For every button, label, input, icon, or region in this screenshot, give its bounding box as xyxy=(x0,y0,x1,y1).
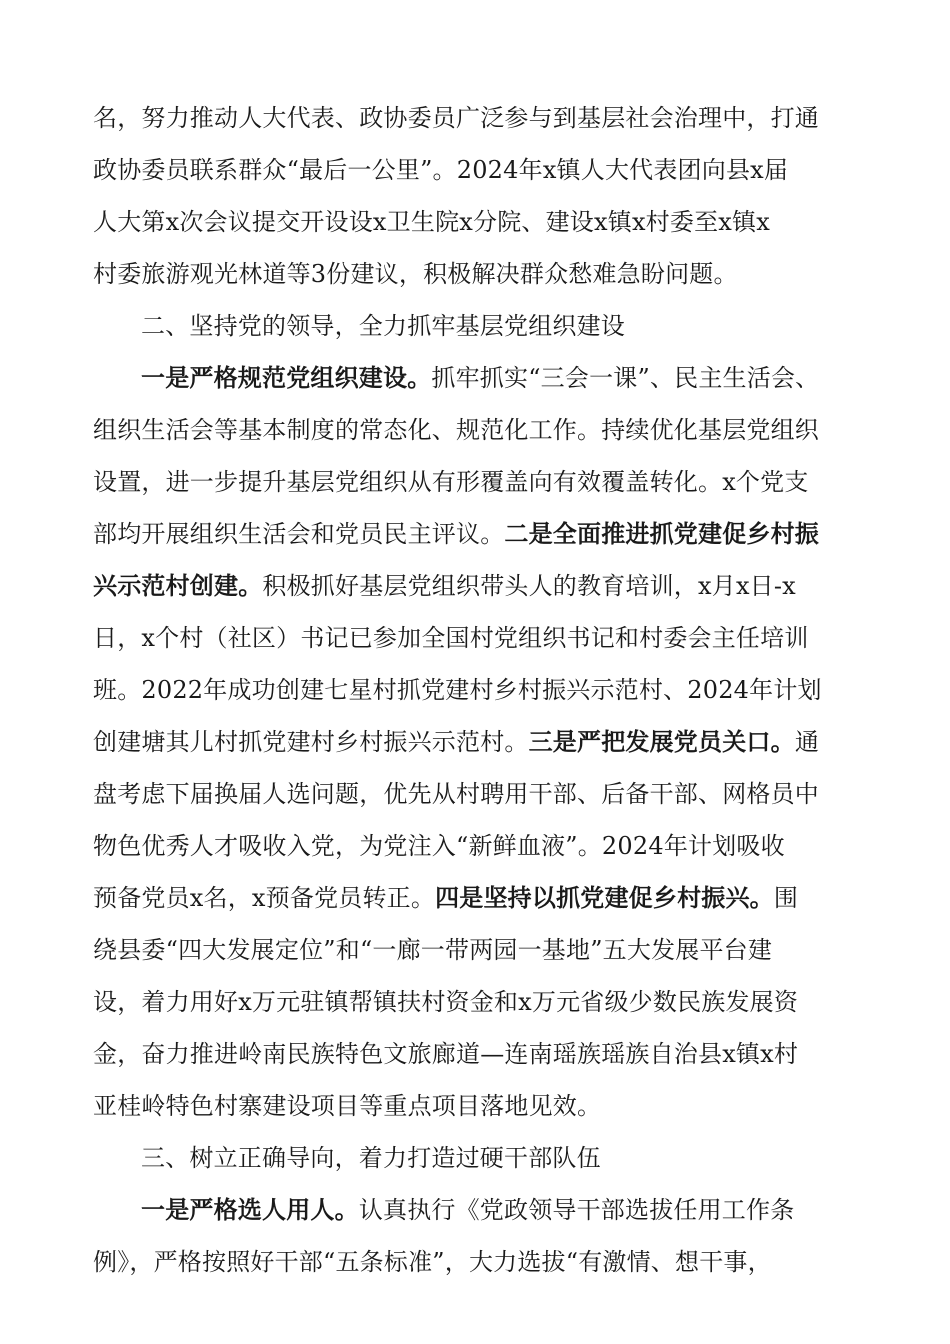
paragraph-line: 组织生活会等基本制度的常态化、规范化工作。持续优化基层党组织 xyxy=(93,416,819,444)
bold-lead: 一是严格规范党组织建设。 xyxy=(141,363,432,392)
bold-lead: 兴示范村创建。 xyxy=(93,571,263,600)
paragraph-line xyxy=(93,514,893,554)
paragraph-line: 盘考虑下届换届人选问题，优先从村聘用干部、后备干部、网格员中 xyxy=(93,780,819,808)
paragraph-line: 金，奋力推进岭南民族特色文旅廊道—连南瑶族瑶族自治县x镇x村 xyxy=(93,1040,799,1068)
line-text: 认真执行《党政领导干部选拔任用工作条 xyxy=(358,1196,795,1224)
paragraph-line xyxy=(93,722,893,762)
line-text: 预备党员x名，x预备党员转正。 xyxy=(93,884,436,912)
line-text: 部均开展组织生活会和党员民主评议。 xyxy=(93,520,505,548)
line-text: 通 xyxy=(794,728,820,756)
paragraph-line: 设，着力用好x万元驻镇帮镇扶村资金和x万元省级少数民族发展资 xyxy=(93,988,799,1016)
paragraph-line xyxy=(141,358,941,398)
paragraph-line: 设置，进一步提升基层党组织从有形覆盖向有效覆盖转化。x个党支 xyxy=(93,468,809,496)
paragraph-line xyxy=(141,1190,941,1230)
paragraph-line: 绕县委“四大发展定位”和“一廊一带两园一基地”五大发展平台建 xyxy=(93,936,773,964)
paragraph-line: 物色优秀人才吸收入党，为党注入“新鲜血液”。2024年计划吸收 xyxy=(93,832,785,860)
paragraph-line xyxy=(93,566,893,606)
paragraph-line: 政协委员联系群众“最后一公里”。2024年x镇人大代表团向县x届 xyxy=(93,156,789,184)
line-text: 积极抓好基层党组织带头人的教育培训，x月x日-x xyxy=(262,572,796,600)
bold-lead: 三是严把发展党员关口。 xyxy=(528,727,795,756)
paragraph-line: 日，x个村（社区）书记已参加全国村党组织书记和村委会主任培训 xyxy=(93,624,809,652)
section-heading-3: 三、树立正确导向，着力打造过硬干部队伍 xyxy=(141,1144,601,1172)
paragraph-line: 人大第x次会议提交开设设x卫生院x分院、建设x镇x村委至x镇x xyxy=(93,208,770,236)
bold-lead: 一是严格选人用人。 xyxy=(141,1195,359,1224)
section-heading-2: 二、坚持党的领导，全力抓牢基层党组织建设 xyxy=(141,312,625,340)
paragraph-line: 班。2022年成功创建七星村抓党建村乡村振兴示范村、2024年计划 xyxy=(93,676,822,704)
bold-lead: 二是全面推进抓党建促乡村振 xyxy=(504,519,820,548)
line-text: 抓牢抓实“三会一课”、民主生活会、 xyxy=(431,364,820,392)
paragraph-line: 名，努力推动人大代表、政协委员广泛参与到基层社会治理中，打通 xyxy=(93,104,819,132)
bold-lead: 四是坚持以抓党建促乡村振兴。 xyxy=(435,883,774,912)
paragraph-line: 亚桂岭特色村寨建设项目等重点项目落地见效。 xyxy=(93,1092,602,1120)
paragraph-line: 例》，严格按照好干部“五条标准”，大力选拔“有激情、想干事， xyxy=(93,1248,772,1276)
line-text: 创建塘其儿村抓党建村乡村振兴示范村。 xyxy=(93,728,529,756)
paragraph-line: 村委旅游观光林道等3份建议，积极解决群众愁难急盼问题。 xyxy=(93,260,738,288)
line-text: 围 xyxy=(773,884,799,912)
paragraph-line xyxy=(93,878,893,918)
